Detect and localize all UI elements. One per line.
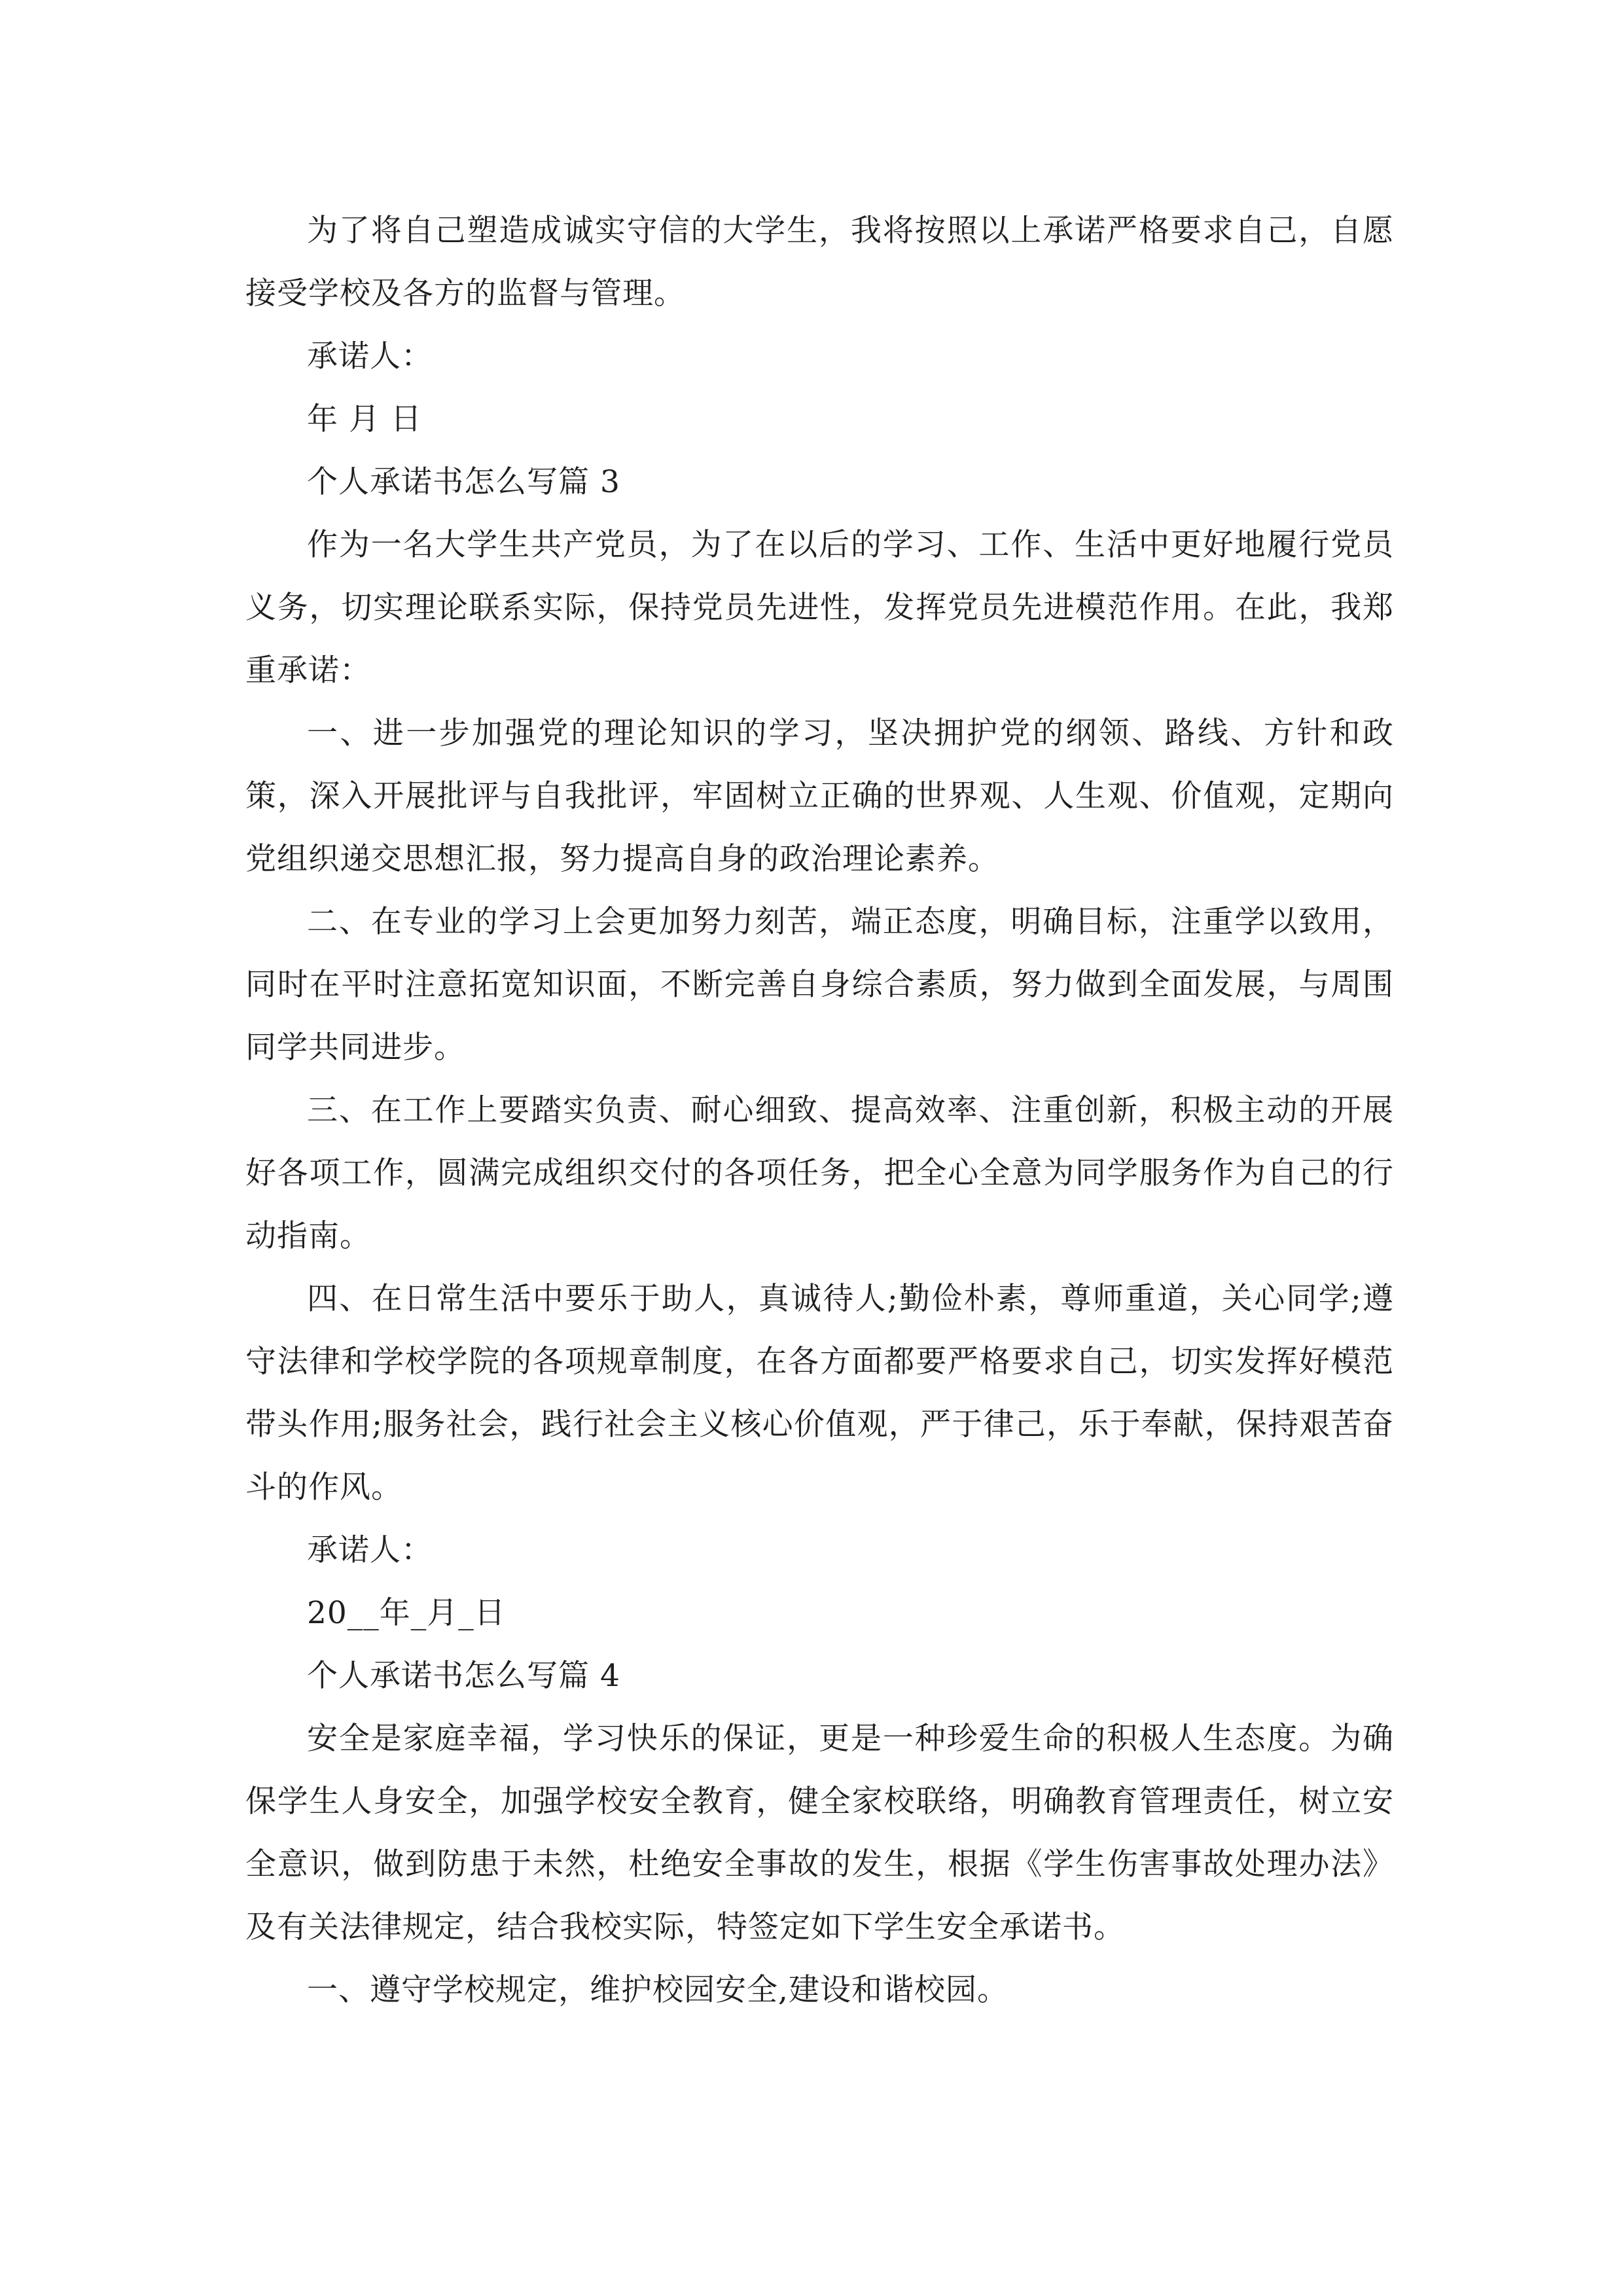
section-heading-3: 个人承诺书怎么写篇 3 [307, 464, 620, 500]
signature-label: 承诺人： [307, 338, 433, 374]
paragraph-intro-pledge: 为了将自己塑造成诚实守信的大学生，我将按照以上承诺严格要求自己，自愿接受学校及各方的监督与管理。 [245, 213, 1394, 312]
paragraph-party-member-intro: 作为一名大学生共产党员，为了在以后的学习、工作、生活中更好地履行党员义务，切实理论联系实际，保持党员先进性，发挥党员先进模范作用。在此，我郑重承诺： [245, 527, 1394, 689]
paragraph-item-2: 二、在专业的学习上会更加努力刻苦，端正态度，明确目标，注重学以致用，同时在平时注意拓宽知识面，不断完善自身综合素质，努力做到全面发展，与周围同学共同进步。 [245, 904, 1394, 1066]
signature-label: 承诺人： [307, 1532, 433, 1568]
paragraph-item-1: 一、进一步加强党的理论知识的学习，坚决拥护党的纲领、路线、方针和政策，深入开展批评与自我批评，牢固树立正确的世界观、人生观、价值观，定期向党组织递交思想汇报，努力提高自身的政治理论素养。 [245, 715, 1394, 877]
date-line: 20__年_月_日 [307, 1595, 506, 1631]
paragraph-safety-intro: 安全是家庭幸福，学习快乐的保证，更是一种珍爱生命的积极人生态度。为确保学生人身安全，加强学校安全教育，健全家校联络，明确教育管理责任，树立安全意识，做到防患于未然，杜绝安全事故的发生，根据《学生伤害事故处理办法》及有关法律规定，结合我校实际，特签定如下学生安全承诺书。 [245, 1721, 1394, 1945]
paragraph-item-3: 三、在工作上要踏实负责、耐心细致、提高效率、注重创新，积极主动的开展好各项工作，圆满完成组织交付的各项任务，把全心全意为同学服务作为自己的行动指南。 [245, 1092, 1394, 1254]
date-line: 年 月 日 [307, 401, 422, 437]
section-heading-4: 个人承诺书怎么写篇 4 [307, 1658, 620, 1694]
paragraph-safety-item-1: 一、遵守学校规定，维护校园安全,建设和谐校园。 [307, 1972, 1008, 2008]
paragraph-item-4: 四、在日常生活中要乐于助人，真诚待人;勤俭朴素，尊师重道，关心同学;遵守法律和学校学院的各项规章制度，在各方面都要严格要求自己，切实发挥好模范带头作用;服务社会，践行社会主义核心价值观，严于律己，乐于奉献，保持艰苦奋斗的作风。 [245, 1281, 1394, 1505]
document-body [245, 200, 1394, 2022]
